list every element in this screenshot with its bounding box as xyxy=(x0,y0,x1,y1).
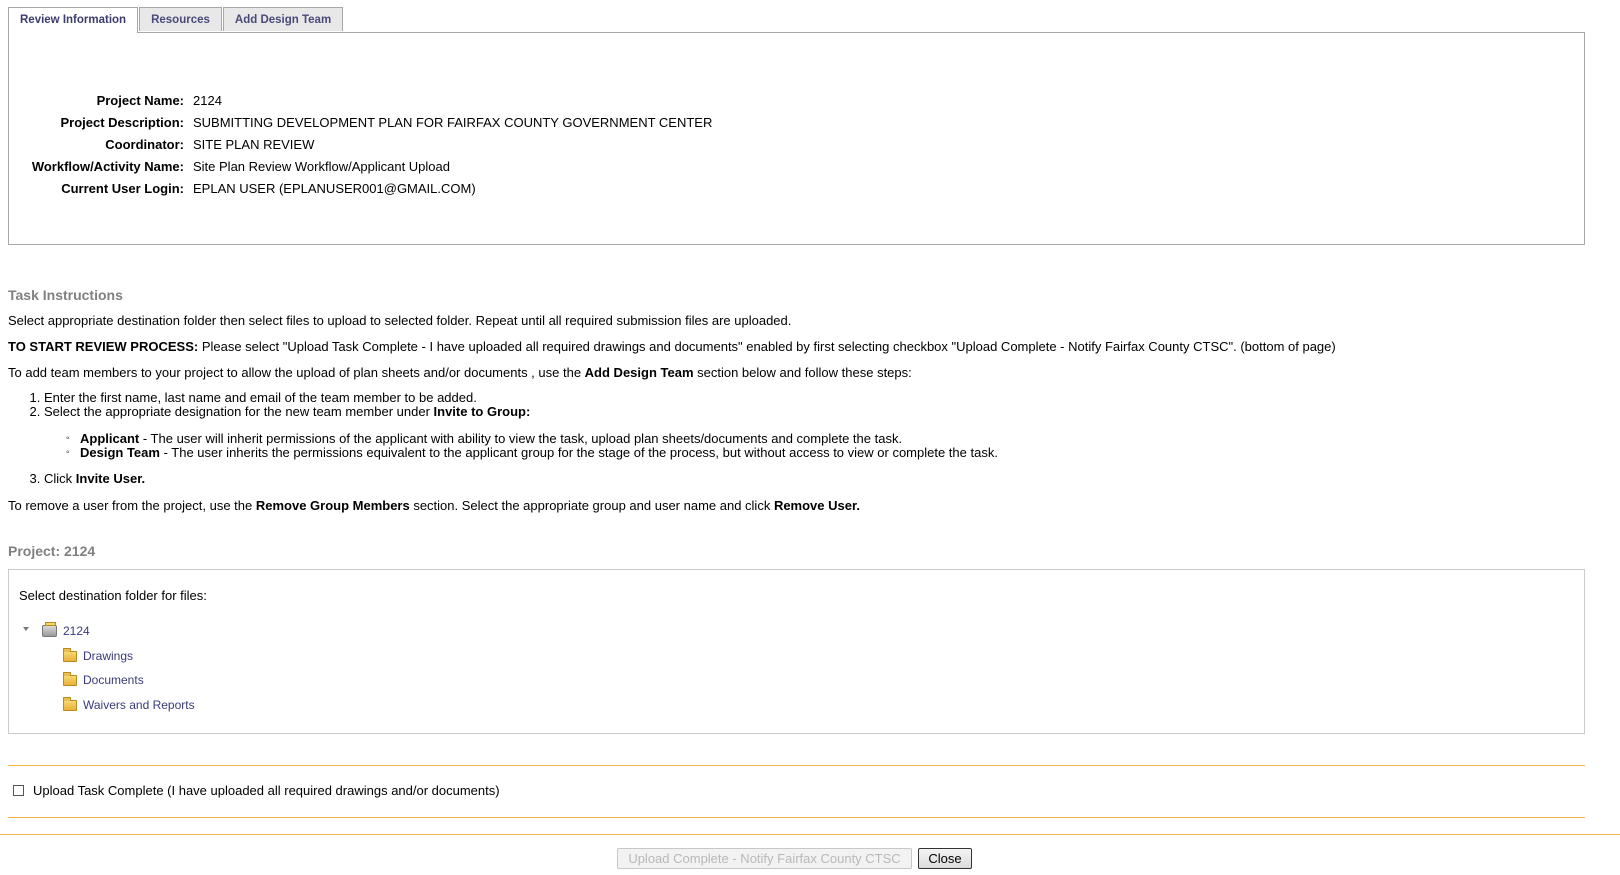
project-name-label: Project Name: xyxy=(96,92,184,108)
step-3 xyxy=(44,472,145,486)
current-user-value: EPLAN USER (EPLANUSER001@GMAIL.COM) xyxy=(193,180,476,196)
folder-icon xyxy=(63,651,77,662)
coordinator-value: SITE PLAN REVIEW xyxy=(193,136,315,152)
folder-label-drawings: Drawings xyxy=(83,649,134,663)
applicant-desc: - The user will inherit permissions of the applicant with ability to view the task, upload plan sheets/documents and complete the task. xyxy=(139,431,903,446)
close-button[interactable]: Close xyxy=(918,848,972,869)
remove-group-members-ref: Remove Group Members xyxy=(255,498,410,513)
coordinator-row xyxy=(9,133,712,155)
add-design-team-ref: Add Design Team xyxy=(584,365,694,380)
invite-to-group-ref: Invite to Group: xyxy=(433,404,531,419)
destination-prompt: Select destination folder for files: xyxy=(19,588,207,603)
instruction-line-1: Select appropriate destination folder then select files to upload to selected folder. Repeat until all required submission files are uploaded. xyxy=(8,313,792,328)
remove-user-ref: Remove User. xyxy=(773,498,860,513)
applicant-designation xyxy=(80,432,998,446)
instruction-steps xyxy=(8,391,530,419)
coordinator-label: Coordinator: xyxy=(105,136,184,152)
design-team-designation xyxy=(80,446,998,460)
step-1: 1. Enter the first name, last name and email of the team member to be added. xyxy=(44,391,530,405)
remove-user-text-mid: section. Select the appropriate group and user name and click xyxy=(409,498,774,513)
workflow-value: Site Plan Review Workflow/Applicant Upload xyxy=(193,158,450,174)
divider-bottom xyxy=(8,817,1585,818)
tab-add-design-team[interactable]: Add Design Team xyxy=(223,7,343,31)
folder-icon xyxy=(63,675,77,686)
current-user-row xyxy=(9,177,712,199)
add-team-text: To add team members to your project to allow the upload of plan sheets and/or documents , use the xyxy=(8,365,585,380)
applicant-label: Applicant xyxy=(80,431,140,446)
project-description-value: SUBMITTING DEVELOPMENT PLAN FOR FAIRFAX COUNTY GOVERNMENT CENTER xyxy=(193,114,713,130)
step-2-text: Select the appropriate designation for the new team member under xyxy=(44,404,434,419)
design-team-label: Design Team xyxy=(80,445,160,460)
upload-complete-label: Upload Task Complete (I have uploaded all required drawings and/or documents) xyxy=(33,783,500,798)
instruction-line-2 xyxy=(8,339,1588,354)
project-description-label: Project Description: xyxy=(60,114,184,130)
instruction-line-3 xyxy=(8,365,1588,380)
tree-root-label: 2124 xyxy=(63,624,90,638)
workflow-label: Workflow/Activity Name: xyxy=(31,158,184,174)
tree-folder-documents[interactable] xyxy=(63,673,144,687)
current-user-label: Current User Login: xyxy=(61,180,184,196)
divider-top xyxy=(8,765,1585,766)
group-designations xyxy=(66,432,998,460)
project-description-row xyxy=(9,111,712,133)
design-team-desc: - The user inherits the permissions equivalent to the applicant group for the stage of the process, but without access to view or complete the task. xyxy=(159,445,998,460)
tree-root-2124[interactable] xyxy=(42,624,90,638)
folder-select-panel xyxy=(8,569,1585,734)
project-info-table xyxy=(9,89,712,199)
remove-user-text: To remove a user from the project, use the xyxy=(8,498,256,513)
project-name-row xyxy=(9,89,712,111)
invite-user-ref: Invite User. xyxy=(75,471,146,486)
project-name-value: 2124 xyxy=(193,92,222,108)
tree-folder-drawings[interactable] xyxy=(63,649,133,663)
instruction-steps-cont xyxy=(8,472,145,486)
upload-complete-checkbox[interactable] xyxy=(13,785,24,796)
folder-label-documents: Documents xyxy=(83,673,144,687)
task-instructions-title: Task Instructions xyxy=(8,287,123,303)
folder-label-waivers: Waivers and Reports xyxy=(83,698,195,712)
upload-complete-notify-button[interactable]: Upload Complete - Notify Fairfax County CTSC xyxy=(617,848,912,869)
project-title: Project: 2124 xyxy=(8,543,96,559)
tree-folder-waivers[interactable] xyxy=(63,698,195,712)
project-root-icon xyxy=(42,625,57,637)
collapse-caret-icon[interactable] xyxy=(23,627,29,631)
step-3-text: Click xyxy=(44,471,76,486)
folder-icon xyxy=(63,700,77,711)
step-2 xyxy=(44,405,530,419)
footer-divider xyxy=(0,834,1620,835)
tab-resources[interactable]: Resources xyxy=(139,7,222,31)
review-information-panel xyxy=(8,32,1585,245)
start-review-text: Please select "Upload Task Complete - I have uploaded all required drawings and documents" enabled by first selecting checkbox "Upload Complete - Notify Fairfax County CTSC". (bottom of page) xyxy=(198,339,1336,354)
start-review-label: TO START REVIEW PROCESS: xyxy=(8,339,199,354)
workflow-row xyxy=(9,155,712,177)
tab-bar xyxy=(8,7,344,32)
add-team-text-end: section below and follow these steps: xyxy=(693,365,912,380)
tab-review-information[interactable]: Review Information xyxy=(8,7,138,33)
instruction-line-4 xyxy=(8,498,1588,513)
